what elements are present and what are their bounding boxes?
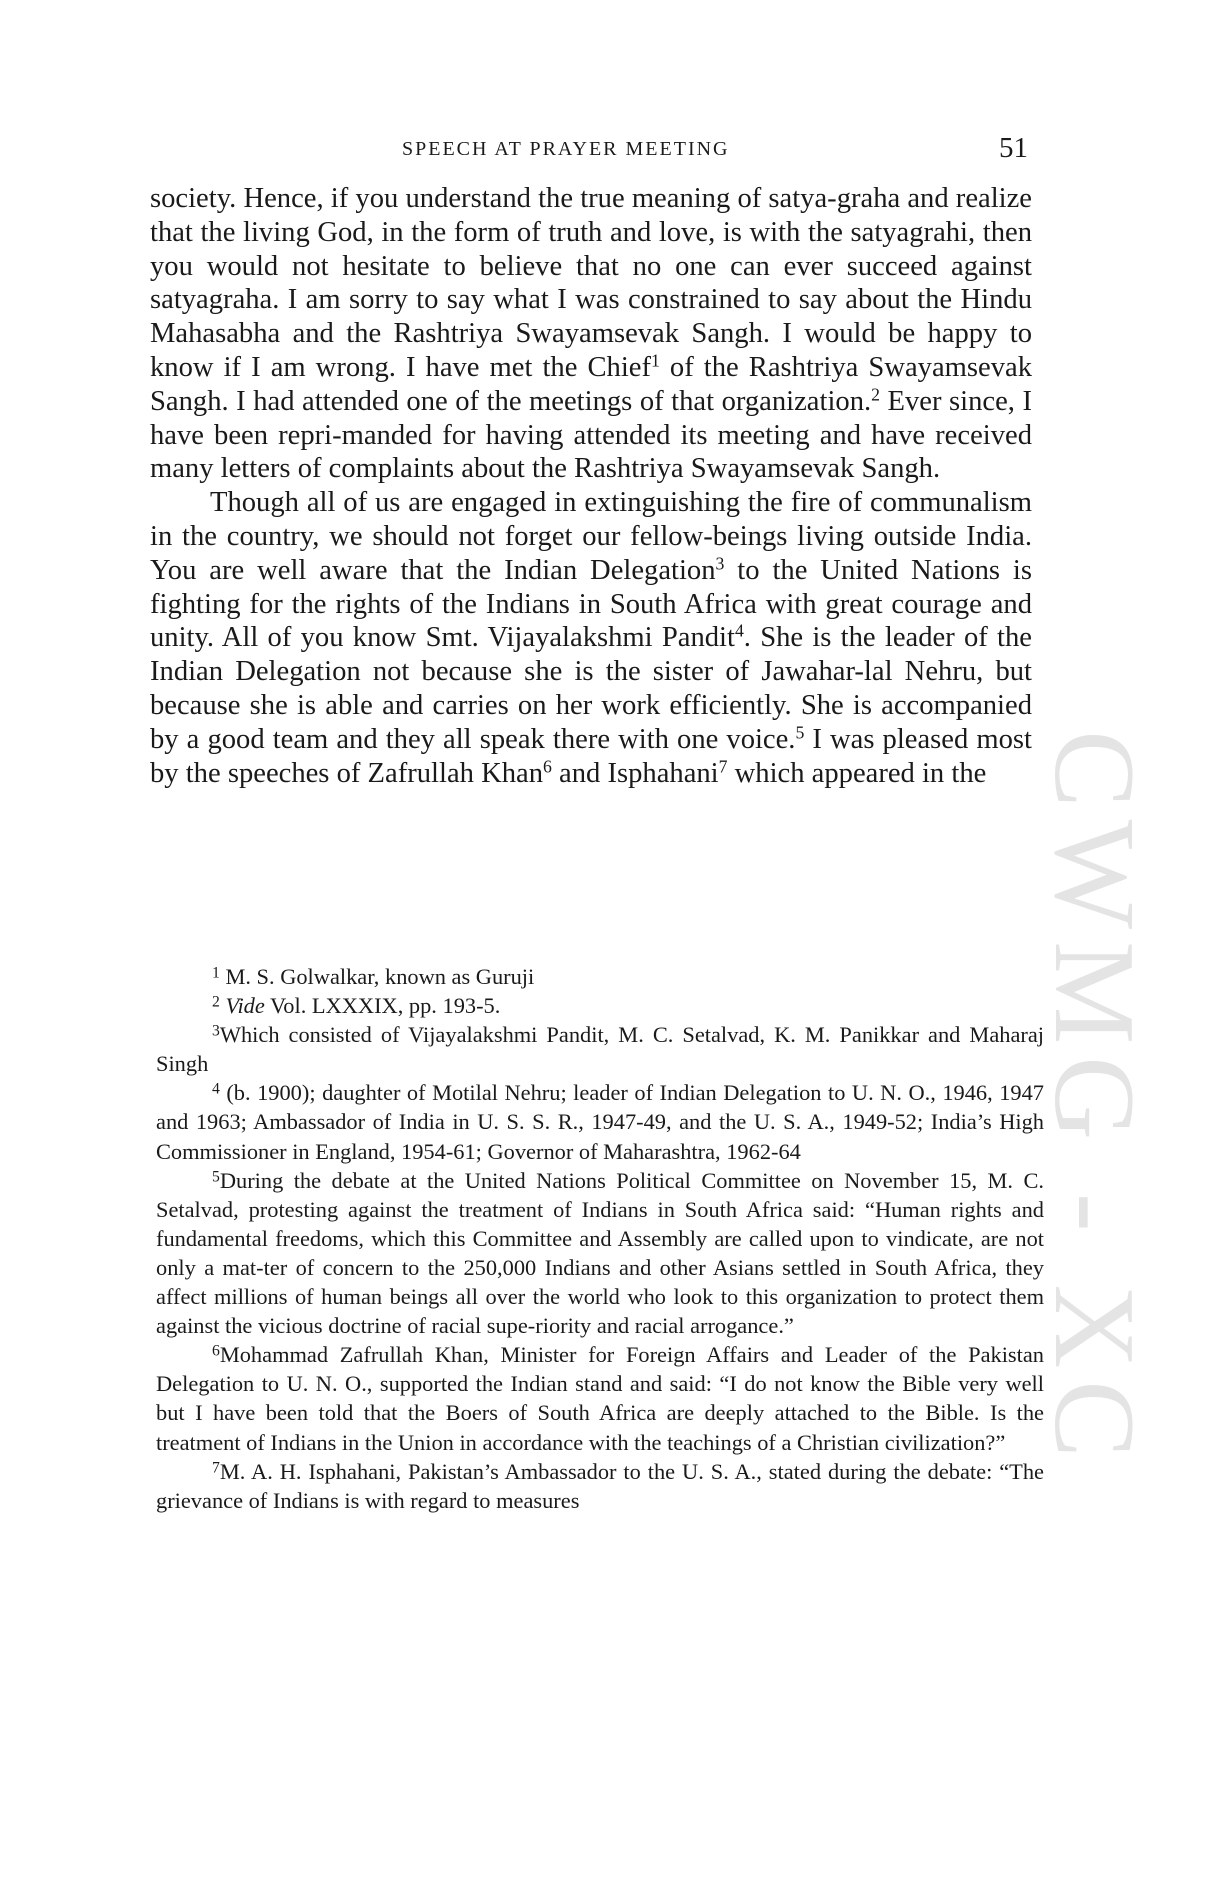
paragraph-2-text-e: and Isphahani (551, 757, 719, 789)
footnote-5 (156, 1166, 1044, 1341)
footnote-4 (156, 1078, 1044, 1165)
footnote-text: Vol. LXXXIX, pp. 193-5. (264, 993, 501, 1019)
footnote-6 (156, 1340, 1044, 1456)
paragraph-2-text-f: which appeared in the (727, 757, 987, 789)
paragraph-2-text-b: to the United Nations is fighting for the rights of the Indians in South Africa with great courage and unity. All of you know Smt. Vijayalakshmi Pandit (150, 554, 1032, 654)
footnote-number: 5 (212, 1168, 220, 1186)
paragraph-2-text-a: Though all of us are engaged in extinguishing the fire of communalism in the country, we should not forget our fellow-beings living outside India. You are well aware that the Indian Delegation (150, 487, 1032, 586)
footnote-1 (156, 962, 1044, 991)
footnote-number: 6 (212, 1342, 220, 1360)
footnote-ref-5: 5 (795, 722, 805, 742)
footnote-ref-1: 1 (651, 350, 660, 371)
footnote-ref-6: 6 (543, 755, 552, 776)
footnote-number: 4 (212, 1081, 220, 1099)
footnote-number: 3 (212, 1022, 220, 1040)
watermark: CWMG - XC (1030, 730, 1158, 1470)
footnote-ref-4: 4 (734, 620, 744, 641)
footnote-ref-7: 7 (718, 755, 728, 776)
footnote-ref-3: 3 (715, 553, 725, 574)
paragraph-2-text-c: . She is the leader of the Indian Delegation not because she is the sister of Jawahar-lal Nehru, but because she is able and carries on her work efficiently. She is accompanied by a good team and they all speak there with one voice. (150, 622, 1032, 755)
running-head (150, 132, 1030, 166)
paragraph-1-text-a: society. Hence, if you understand the true meaning of satya-graha and realize that the living God, in the form of truth and love, is with the satyagrahi, then you would not hesitate to believe that no one can ever succeed against satyagraha. I am sorry to say what I was constrained to say about the Hindu Mahasabha and the Rashtriya Swayamsevak Sangh. I would be happy to know if I am wrong. I have met the Chief (150, 183, 1032, 383)
footnote-text: M. S. Golwalkar, known as Guruji (225, 964, 535, 989)
footnote-italic-text: Vide (225, 993, 265, 1019)
body-text (150, 182, 1032, 790)
footnote-text: M. A. H. Isphahani, Pakistan’s Ambassador to the U. S. A., stated during the debate: “The grievance of Indians is with regard to measures (156, 1458, 1044, 1513)
footnote-3 (156, 1020, 1044, 1078)
paragraph-1-text-c: Ever since, I have been repri-manded for having attended its meeting and have received many letters of complaints about the Rashtriya Swayamsevak Sangh. (150, 385, 1032, 485)
footnote-text: (b. 1900); daughter of Motilal Nehru; leader of Indian Delegation to U. N. O., 1946, 1947 and 1963; Ambassador of India in U. S. S. R., 1947-49, and the U. S. A., 1949-52; India’s High Commissioner in England, 1954-61; Governor of Maharashtra, 1962-64 (156, 1080, 1044, 1164)
footnote-number: 1 (212, 964, 220, 982)
footnote-2 (156, 991, 1044, 1020)
paragraph-2-text-d: I was pleased most by the speeches of Zafrullah Khan (150, 723, 1032, 789)
footnote-7 (156, 1457, 1044, 1515)
footnote-number: 2 (212, 993, 220, 1011)
footnote-number: 7 (212, 1459, 220, 1477)
footnote-text: During the debate at the United Nations Political Committee on November 15, M. C. Setalvad, protesting against the treatment of Indians in South Africa said: “Human rights and fundamental freedoms, which this Committee and Assembly are called upon to vindicate, are not only a mat-ter of concern to the 250,000 Indians and other Asians settled in South Africa, they affect millions of human beings all over the world who look to this organization to protect them against the vicious doctrine of racial supe-riority and racial arrogance.” (156, 1167, 1044, 1339)
footnote-text: Which consisted of Vijayalakshmi Pandit, M. C. Setalvad, K. M. Panikkar and Maharaj Singh (156, 1022, 1044, 1077)
page-number: 51 (999, 132, 1028, 164)
footnote-ref-2: 2 (871, 384, 880, 405)
running-head-title: SPEECH AT PRAYER MEETING (402, 138, 730, 160)
footnotes (156, 962, 1044, 1515)
footnote-text: Mohammad Zafrullah Khan, Minister for Foreign Affairs and Leader of the Pakistan Delegation to U. N. O., supported the Indian stand and said: “I do not know the Bible very well but I have been told that the Boers of South Africa are deeply attached to the Bible. Is the treatment of Indians in the Union in accordance with the teachings of a Christian civilization?” (156, 1342, 1044, 1455)
paragraph-1 (150, 182, 1032, 486)
paragraph-2 (150, 486, 1032, 790)
paragraph-1-text-b: of the Rashtriya Swayamsevak Sangh. I had attended one of the meetings of that organization. (150, 351, 1032, 417)
